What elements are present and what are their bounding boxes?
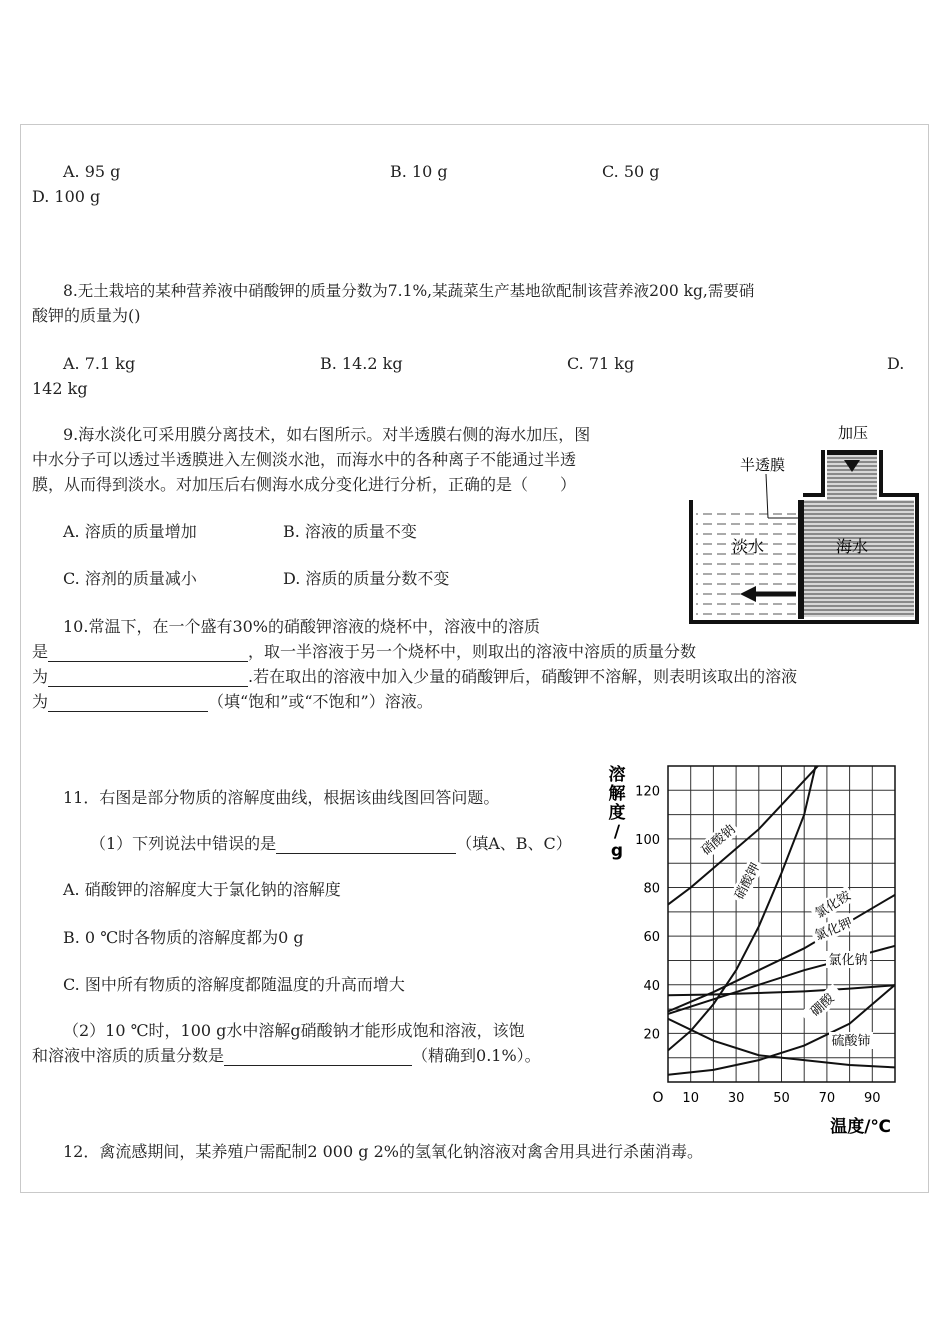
q11-stem: 11．右图是部分物质的溶解度曲线，根据该曲线图回答问题。: [63, 788, 500, 807]
q8-option-c: C. 71 kg: [567, 354, 635, 373]
q9-option-b: B. 溶液的质量不变: [283, 522, 417, 541]
q11-option-b: B. 0 ℃时各物质的溶解度都为0 g: [63, 928, 304, 947]
q7-option-a: A. 95 g: [63, 162, 121, 181]
y-axis-label-char: 溶: [608, 765, 626, 785]
series-label: 硫酸铈: [831, 1034, 871, 1049]
q11-option-c: C. 图中所有物质的溶解度都随温度的升高而增大: [63, 975, 405, 994]
q9-stem-line2: 中水分子可以透过半透膜进入左侧淡水池，而海水中的各种离子不能通过半透: [32, 450, 577, 469]
q10-line3-suffix: .若在取出的溶液中加入少量的硝酸钾后，硝酸钾不溶解，则表明该取出的溶液: [248, 667, 798, 686]
series-label: 硝酸钠: [698, 822, 739, 859]
q10-blank-fraction[interactable]: [48, 670, 248, 687]
q10-line4-prefix: 为: [32, 692, 49, 711]
x-tick-label: 30: [727, 1091, 745, 1106]
q10-blank-saturated[interactable]: [48, 695, 208, 712]
q10-stem-line3: [32, 667, 797, 687]
q10-line4-suffix: （填“饱和”或“不饱和”）溶液。: [208, 692, 433, 711]
q8-stem-line2: 酸钾的质量为(): [32, 306, 141, 325]
x-axis-label: 温度/℃: [830, 1117, 891, 1137]
y-tick-label: 40: [643, 978, 660, 994]
q9-option-c: C. 溶剂的质量减小: [63, 569, 197, 588]
q8-option-d: D.: [887, 354, 905, 373]
y-axis-label-char: 度: [608, 803, 626, 823]
y-tick-label: 60: [643, 930, 660, 946]
q10-stem-line4: [32, 692, 433, 712]
q11-blank-wrong[interactable]: [276, 837, 456, 854]
series-label: 氯化钠: [828, 953, 868, 968]
series-label: 氯化铵: [812, 888, 854, 922]
fresh-water-label: 淡水: [732, 537, 765, 556]
membrane-label: 半透膜: [740, 456, 786, 474]
q9-option-d: D. 溶质的质量分数不变: [283, 569, 450, 588]
y-axis-label-char: 解: [608, 784, 626, 804]
q10-line3-prefix: 为: [32, 667, 49, 686]
q8-option-d-value: 142 kg: [32, 379, 88, 398]
x-tick-label: 90: [864, 1091, 881, 1106]
q7-option-d: D. 100 g: [32, 187, 101, 206]
q8-stem-line1: 8.无土栽培的某种营养液中硝酸钾的质量分数为7.1%,某蔬菜生产基地欲配制该营养液200 kg,需要硝: [63, 282, 755, 300]
pressure-label: 加压: [838, 424, 869, 442]
series-label: 氯化钾: [812, 915, 855, 945]
q8-option-b: B. 14.2 kg: [320, 354, 403, 373]
q11-sub2-line1: （2）10 ℃时，100 g水中溶解g硝酸钠才能形成饱和溶液，该饱: [63, 1021, 525, 1040]
q11-sub2-line2: [32, 1046, 541, 1066]
q9-option-a: A. 溶质的质量增加: [63, 522, 197, 541]
q11-blank-fraction[interactable]: [224, 1049, 412, 1066]
membrane-diagram: [688, 420, 920, 625]
q12-stem: 12．禽流感期间，某养殖户需配制2 000 g 2%的氢氧化钠溶液对禽舍用具进行杀菌消毒。: [63, 1142, 703, 1161]
q11-sub1-prefix: （1）下列说法中错误的是: [90, 834, 277, 853]
y-tick-label: 80: [643, 881, 660, 897]
q11-sub1-suffix: （填A、B、C）: [456, 834, 572, 853]
q9-stem-line3: 膜，从而得到淡水。对加压后右侧海水成分变化进行分析，正确的是（ ）: [32, 475, 577, 494]
x-tick-label: 70: [818, 1091, 836, 1106]
q7-option-c: C. 50 g: [602, 162, 660, 181]
q10-stem-line2: [32, 642, 696, 662]
q10-line2-prefix: 是: [32, 642, 49, 661]
sea-water-label: 海水: [836, 537, 869, 556]
y-axis-label-char: g: [610, 841, 624, 861]
q11-sub2-prefix: 和溶液中溶质的质量分数是: [32, 1046, 225, 1065]
q11-option-a: A. 硝酸钾的溶解度大于氯化钠的溶解度: [63, 880, 341, 899]
y-tick-label: 100: [635, 832, 660, 848]
q10-line2-suffix: ，取一半溶液于另一个烧杯中，则取出的溶液中溶质的质量分数: [248, 642, 697, 661]
y-axis-label-char: ∕: [613, 822, 621, 842]
q10-blank-solute[interactable]: [48, 645, 248, 662]
q8-option-a: A. 7.1 kg: [63, 354, 136, 373]
y-tick-label: 20: [643, 1027, 660, 1043]
series-label: 硼酸: [807, 991, 838, 1020]
series-label: 硝酸钾: [732, 860, 764, 903]
x-tick-label: 10: [682, 1091, 699, 1106]
origin-label: O: [652, 1090, 664, 1106]
solubility-chart: [603, 758, 903, 1137]
q9-stem-line1: 9.海水淡化可采用膜分离技术，如右图所示。对半透膜右侧的海水加压，图: [63, 425, 591, 444]
q11-sub2-suffix: （精确到0.1%）。: [412, 1046, 541, 1065]
q11-sub1: [90, 834, 572, 854]
q10-stem-line1: 10.常温下，在一个盛有30%的硝酸钾溶液的烧杯中，溶液中的溶质: [63, 617, 541, 636]
x-tick-label: 50: [773, 1091, 790, 1106]
q7-option-b: B. 10 g: [390, 162, 448, 181]
y-tick-label: 120: [635, 784, 660, 800]
